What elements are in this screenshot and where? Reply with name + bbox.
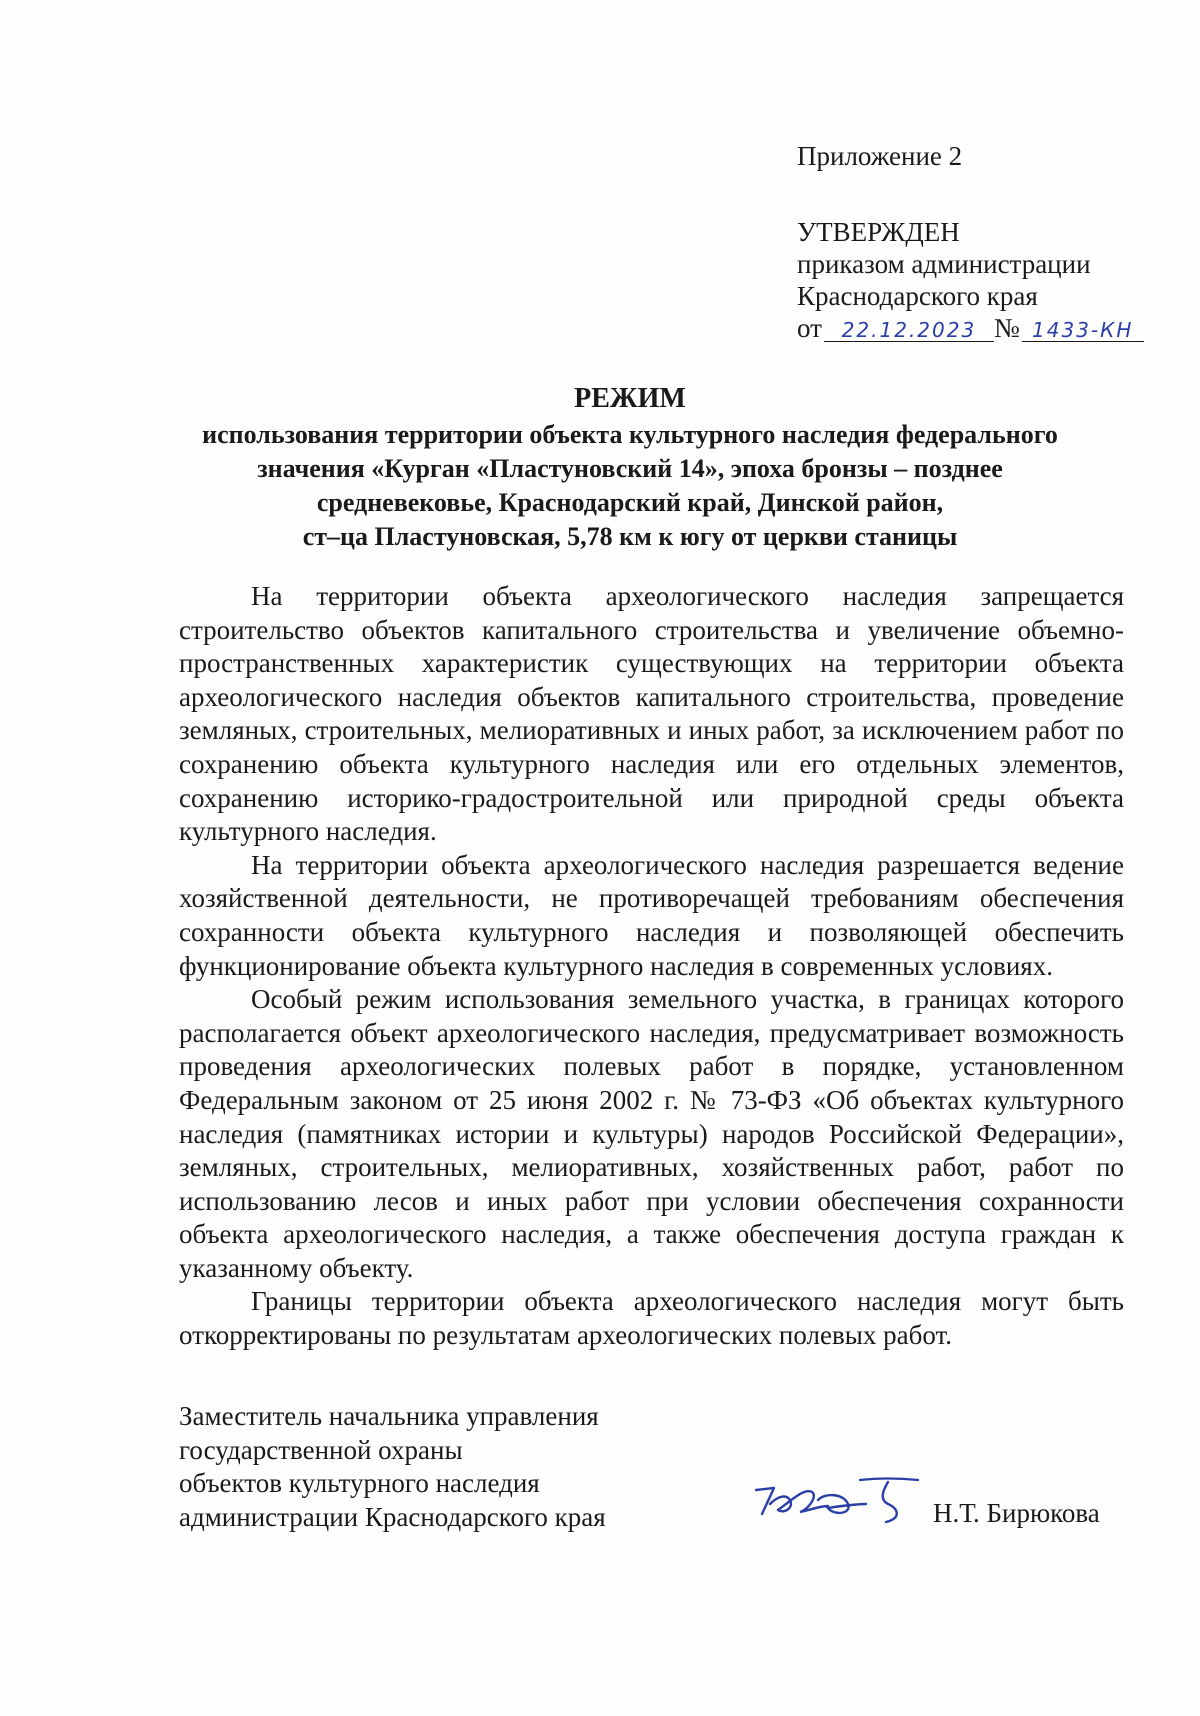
title-heading: РЕЖИМ — [574, 383, 686, 414]
signatory-line-2: государственной охраны — [179, 1434, 463, 1465]
order-issuer-line1: приказом администрации — [797, 249, 1091, 279]
date-prefix: от — [797, 313, 822, 343]
number-prefix: № — [993, 313, 1020, 343]
paragraph-boundaries: Границы территории объекта археологического наследия могут быть откорректированы по результатам археологических полевых работ. — [179, 1286, 1124, 1351]
approved-label: УТВЕРЖДЕН — [797, 217, 960, 247]
handwritten-order-number: 1433-КН — [1022, 319, 1144, 342]
order-date-number-line — [797, 312, 1144, 344]
handwritten-signature — [748, 1470, 928, 1530]
paragraph-permitted-activity: На территории объекта археологического наследия разрешается ведение хозяйственной деятельности, не противоречащей требованиям обеспечения сохранности объекта культурного наследия и позволяющей обеспечить функционирование объекта культурного наследия в современных условиях. — [179, 849, 1124, 981]
title-line-1: использования территории объекта культурного наследия федерального — [202, 420, 1058, 449]
handwritten-date: 22.12.2023 — [824, 319, 994, 342]
title-line-2: значения «Курган «Пластуновский 14», эпоха бронзы – позднее — [257, 454, 1003, 483]
signatory-line-4: администрации Краснодарского края — [179, 1501, 606, 1532]
approval-stamp-block — [797, 140, 1144, 344]
signatory-line-1: Заместитель начальника управления — [179, 1401, 599, 1431]
order-issuer-line2: Краснодарского края — [797, 281, 1038, 311]
signatory-line-3: объектов культурного наследия — [179, 1468, 540, 1499]
document-title — [150, 382, 1110, 554]
signatory-position — [179, 1400, 606, 1534]
paragraph-prohibition: На территории объекта археологического наследия запрещается строительство объектов капитального строительства и увеличение объемно-пространственных характеристик существующих на территории объекта археологического наследия объектов капитального строительства, проведение земляных, строительных, мелиоративных и иных работ, за исключением работ по сохранению объекта культурного наследия или его отдельных элементов, сохранению историко-градостроительной или природной среды объекта культурного наследия. — [179, 581, 1124, 847]
paragraph-special-regime: Особый режим использования земельного участка, в границах которого располагается объект археологического наследия, предусматривает возможность проведения археологических полевых работ в порядке, установленном Федеральным законом от 25 июня 2002 г. № 73-ФЗ «Об объектах культурного наследия (памятниках истории и культуры) народов Российской Федерации», земляных, строительных, мелиоративных, хозяйственных работ, работ по использованию лесов и иных работ при условии обеспечения сохранности объекта археологического наследия, а также обеспечения доступа граждан к указанному объекту. — [179, 984, 1124, 1283]
document-body — [179, 580, 1124, 1353]
signatory-name: Н.Т. Бирюкова — [933, 1498, 1100, 1528]
annex-label: Приложение 2 — [797, 141, 963, 171]
title-line-4: ст–ца Пластуновская, 5,78 км к югу от церкви станицы — [302, 522, 958, 551]
title-line-3: средневековье, Краснодарский край, Динской район, — [316, 488, 944, 517]
